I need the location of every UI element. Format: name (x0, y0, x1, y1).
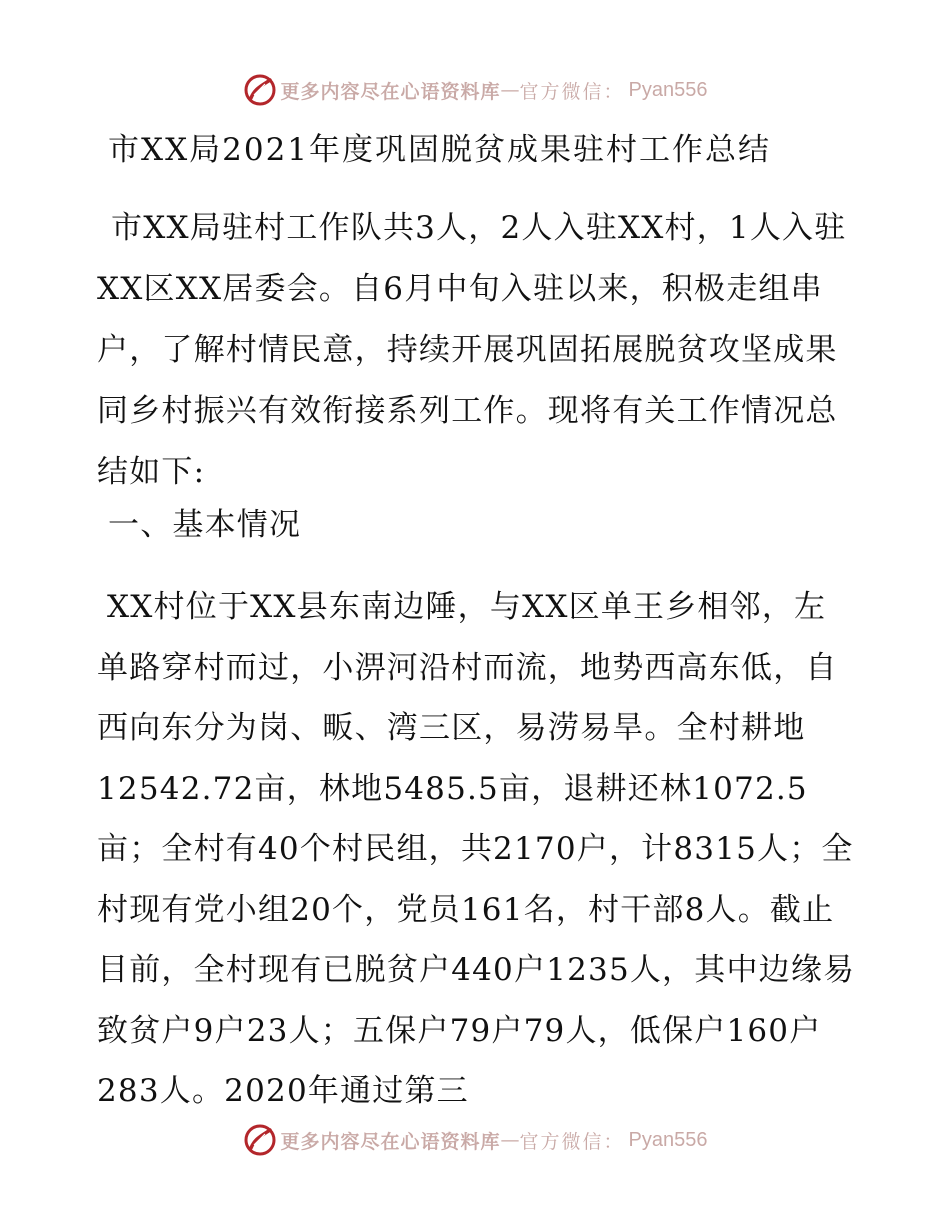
brush-logo-icon (243, 1123, 277, 1157)
banner-main-text: 更多内容尽在心语资料库 (280, 1130, 501, 1153)
banner-wechat-id: Pyan556 (628, 78, 708, 101)
document-title: 市XX局2021年度巩固脱贫成果驻村工作总结 (108, 132, 772, 168)
banner-wechat-id: Pyan556 (628, 1128, 708, 1151)
banner-main-text: 更多内容尽在心语资料库 (280, 80, 501, 103)
section-heading: 一、基本情况 (108, 507, 302, 543)
brush-logo-icon (243, 73, 277, 107)
intro-paragraph: 市XX局驻村工作队共3人，2人入驻XX村，1人入驻XX区XX居委会。自6月中旬入驻以来，积极走组串户，了解村情民意，持续开展巩固拓展脱贫攻坚成果同乡村振兴有效衔接系列工作。现将有关工作情况总结如下: (97, 210, 847, 490)
banner-separator: — (500, 79, 520, 101)
watermark-banner-bottom (0, 1120, 950, 1160)
watermark-banner-top (0, 70, 950, 110)
banner-sub-text: 官方微信： (519, 1130, 625, 1153)
banner-separator: — (500, 1129, 520, 1151)
section-body-paragraph: XX村位于XX县东南边陲，与XX区单王乡相邻，左单路穿村而过，小淠河沿村而流，地势西高东低，自西向东分为岗、畈、湾三区，易涝易旱。全村耕地12542.72亩，林地5485.5亩，退耕还林1072.5亩；全村有40个村民组，共2170户，计8315人；全村现有党小组20个，党员161名，村干部8人。截止目前，全村现有已脱贫户440户1235人，其中边缘易致贫户9户23人；五保户79户79人，低保户160户283人。2020年通过第三 (97, 589, 856, 1109)
banner-sub-text: 官方微信： (519, 80, 625, 103)
